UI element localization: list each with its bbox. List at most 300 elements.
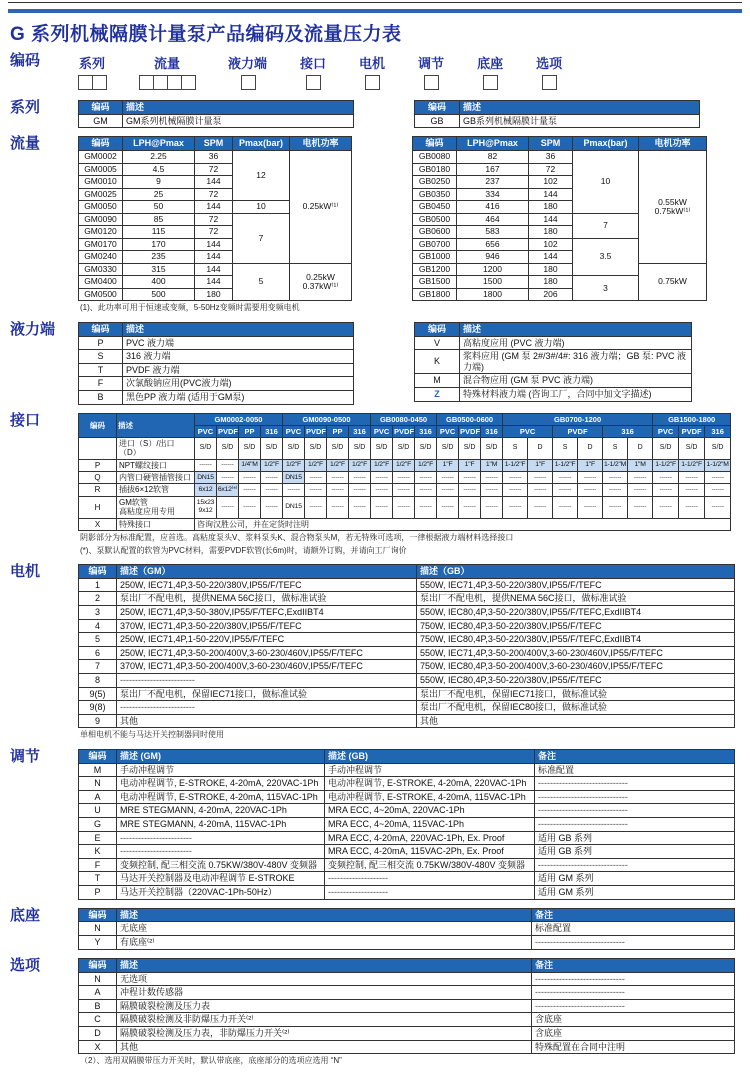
column-header: 描述 xyxy=(460,322,692,336)
hydraulic-table xyxy=(414,322,692,402)
table-cell: GB0080 xyxy=(413,151,457,164)
table-cell: 3.5 xyxy=(573,238,639,276)
table-cell: 5 xyxy=(79,633,117,647)
table-cell: 72 xyxy=(195,213,233,226)
top-hairline xyxy=(8,2,742,3)
table-cell: 180 xyxy=(529,201,573,214)
table-cell: 10 xyxy=(573,151,639,214)
table-cell: ------ xyxy=(628,484,653,496)
table-cell: 1-1/2"F xyxy=(503,459,528,471)
table-cell: 0.25kW 0.37kW⁽¹⁾ xyxy=(290,263,352,301)
table-cell: 其他 xyxy=(417,714,735,728)
column-header: 描述 xyxy=(117,413,195,437)
table-cell: ------------------------------ xyxy=(532,986,735,1000)
table-cell: 144 xyxy=(195,176,233,189)
coding-fields xyxy=(78,53,595,90)
adjust-row xyxy=(79,872,735,886)
coding-field xyxy=(228,53,267,90)
interface-row xyxy=(79,471,731,483)
interface-row xyxy=(79,496,731,518)
table-cell: 电动冲程调节, E-STROKE, 4-20mA, 115VAC-1Ph xyxy=(325,790,535,804)
table-cell: MRA ECC, 4~20mA, 115VAC-1Ph xyxy=(325,818,535,832)
table-cell: 高粘度应用 (PVC 液力端) xyxy=(460,336,692,350)
table-cell: ------ xyxy=(653,496,679,518)
table-cell: GM0120 xyxy=(79,226,123,239)
table-cell: ------ xyxy=(553,471,578,483)
table-cell: 1200 xyxy=(457,263,529,276)
table-cell: 进口（S）/出口（D） xyxy=(117,437,195,459)
section-base xyxy=(8,908,742,950)
table-cell: 1"F xyxy=(528,459,553,471)
table-cell: ------ xyxy=(195,459,217,471)
table-cell: 电动冲程调节, E-STROKE, 4-20mA, 115VAC-1Ph xyxy=(117,790,325,804)
table-cell: GB0180 xyxy=(413,163,457,176)
column-header: 编码 xyxy=(79,413,117,437)
table-cell: ------ xyxy=(349,484,371,496)
table-cell: 235 xyxy=(123,251,195,264)
table-cell: 次氯酸钠应用(PVC液力端) xyxy=(123,377,354,391)
table-cell: 206 xyxy=(529,288,573,301)
table-cell: GB1000 xyxy=(413,251,457,264)
column-header: 编码 xyxy=(79,564,117,578)
options-row xyxy=(79,972,735,986)
table-cell: 浆料应用 (GM 泵 2#/3#/4#: 316 液力端；GB 泵: PVC 液力端) xyxy=(460,350,692,374)
table-cell: S xyxy=(553,437,578,459)
table-cell: 泵出厂不配电机，保留IEC71接口，做标准试验 xyxy=(117,687,417,701)
table-cell: MRA ECC, 4-20mA, 115VAC-2Ph, Ex. Proof xyxy=(325,845,535,859)
table-cell: GM0005 xyxy=(79,163,123,176)
table-cell: ------ xyxy=(415,471,437,483)
coding-box xyxy=(542,75,557,90)
table-cell xyxy=(79,437,117,459)
table-cell: 1800 xyxy=(457,288,529,301)
column-header: PVDF xyxy=(306,426,327,436)
flow-table xyxy=(412,136,707,301)
table-cell: ------ xyxy=(503,496,528,518)
table-cell: 4 xyxy=(79,619,117,633)
column-header: LPH@Pmax xyxy=(457,137,529,151)
interface-table xyxy=(78,413,731,532)
column-header: 编码 xyxy=(79,322,123,336)
table-cell: S/D xyxy=(653,437,679,459)
table-cell: 36 xyxy=(195,151,233,164)
options-table xyxy=(78,958,735,1054)
column-header: PVC xyxy=(283,425,305,437)
table-cell: F xyxy=(79,377,123,391)
table-cell: ------ xyxy=(371,484,393,496)
table-cell: 550W, IEC71,4P,3-50-220/380V,IP55/F/TEFC xyxy=(417,578,735,592)
column-header: PP xyxy=(327,425,349,437)
adjust-row xyxy=(79,845,735,859)
table-cell: ------ xyxy=(327,484,349,496)
table-cell: 500 xyxy=(123,288,195,301)
table-cell: ------ xyxy=(679,471,705,483)
column-header: Pmax(bar) xyxy=(233,137,290,151)
table-cell: ------ xyxy=(705,471,731,483)
hydraulic-row xyxy=(415,388,692,402)
table-cell: N xyxy=(79,922,117,936)
flow-note: (1)、此功率可用于恒速或变频，5-50Hz变频时需要用变频电机 xyxy=(80,303,300,313)
table-cell: 3 xyxy=(573,276,639,301)
table-cell: ------------------------------ xyxy=(535,777,735,791)
table-cell: 6x12 xyxy=(195,484,217,496)
coding-field xyxy=(300,53,326,90)
motor-row xyxy=(79,714,735,728)
table-cell: 特殊配置在合同中注明 xyxy=(532,1040,735,1054)
table-cell: 1"M xyxy=(628,459,653,471)
flow-row xyxy=(79,151,352,164)
table-cell: ------ xyxy=(503,484,528,496)
hydraulic-row xyxy=(79,350,354,364)
table-cell: 9 xyxy=(79,714,117,728)
table-cell: 7 xyxy=(573,213,639,238)
table-cell: 1-1/2"F xyxy=(653,459,679,471)
table-cell: GM xyxy=(79,114,123,128)
table-cell: ------ xyxy=(349,496,371,518)
table-cell: S/D xyxy=(349,437,371,459)
hydraulic-row xyxy=(415,336,692,350)
column-header: GB0500-0600 xyxy=(437,413,503,425)
table-cell: G xyxy=(79,818,117,832)
table-cell: ------------------------- xyxy=(117,673,417,687)
table-cell: GM0090 xyxy=(79,213,123,226)
table-cell: 6 xyxy=(79,646,117,660)
table-cell: ------ xyxy=(705,496,731,518)
table-cell: S/D xyxy=(393,437,415,459)
table-cell: 变频控制, 配三相交流 0.75KW/380V-480V 变频器 xyxy=(117,858,325,872)
column-header: GM0002-0050 xyxy=(195,413,283,425)
table-cell: GB0500 xyxy=(413,213,457,226)
coding-box xyxy=(167,75,182,90)
table-cell: 144 xyxy=(529,188,573,201)
coding-box xyxy=(92,75,107,90)
hydraulic-table-right xyxy=(414,322,692,402)
table-cell: GB0700 xyxy=(413,238,457,251)
table-cell: 656 xyxy=(457,238,529,251)
table-cell: E xyxy=(79,831,117,845)
table-cell: 适用 GM 系列 xyxy=(535,872,735,886)
table-cell: 72 xyxy=(195,188,233,201)
table-cell: X xyxy=(79,1040,117,1054)
table-cell: 315 xyxy=(123,263,195,276)
table-cell: C xyxy=(79,1013,117,1027)
hydraulic-row xyxy=(79,363,354,377)
table-cell: ------ xyxy=(283,484,305,496)
table-cell: 隔膜破裂检测及压力表，非防爆压力开关⁽²⁾ xyxy=(117,1026,532,1040)
table-cell: S/D xyxy=(679,437,705,459)
table-cell: 2 xyxy=(79,592,117,606)
table-cell: 50 xyxy=(123,201,195,214)
table-cell: 马达开关控制器及电动冲程调节 E-STROKE xyxy=(117,872,325,886)
table-cell: 隔膜破裂检测及压力表 xyxy=(117,999,532,1013)
flow-table-gm xyxy=(78,136,352,301)
table-cell: 1-1/2"M xyxy=(705,459,731,471)
table-cell: 9(5) xyxy=(79,687,117,701)
table-cell: 750W, IEC80,4P,3-50-220/380V,IP55/F/TEFC xyxy=(417,619,735,633)
section-label-adjust: 调节 xyxy=(10,747,41,765)
table-cell: 变频控制, 配三相交流 0.75KW/380V-480V 变频器 xyxy=(325,858,535,872)
column-header: GB0080-0450 xyxy=(371,413,437,425)
table-cell: 180 xyxy=(195,288,233,301)
series-table xyxy=(78,100,354,128)
section-label-motor: 电机 xyxy=(10,562,41,580)
table-cell: ------------------------------ xyxy=(535,804,735,818)
table-cell: 1/2"F xyxy=(349,459,371,471)
table-cell: 1"M xyxy=(481,459,503,471)
table-cell: S/D xyxy=(261,437,283,459)
flow-row xyxy=(413,151,707,164)
table-cell: 1-1/2"M xyxy=(603,459,628,471)
column-header: SPM xyxy=(529,137,573,151)
table-cell: -------------------- xyxy=(325,886,535,900)
column-header: 316 xyxy=(705,425,731,437)
table-cell: 9(8) xyxy=(79,701,117,715)
column-header: 描述 xyxy=(117,958,532,972)
table-cell: U xyxy=(79,804,117,818)
options-row xyxy=(79,1040,735,1054)
table-cell: ------------------------------ xyxy=(532,936,735,950)
section-label-hydraulic: 液力端 xyxy=(10,320,56,338)
column-header: 316 xyxy=(261,425,283,437)
interface-note-1: 阴影部分为标准配置，应首选。高粘度泵头V、浆料泵头K、混合物泵头M，若无特殊可选项，一律根据液力端材料选择接口 xyxy=(80,533,514,543)
coding-boxes xyxy=(542,75,556,90)
table-cell: 1/2"F xyxy=(261,459,283,471)
table-cell: 316 液力端 xyxy=(123,350,354,364)
page-title: G 系列机械隔膜计量泵产品编码及流量压力表 xyxy=(10,24,402,45)
table-cell: 25 xyxy=(123,188,195,201)
motor-row xyxy=(79,701,735,715)
column-header: 编码 xyxy=(79,749,117,763)
table-cell: 400 xyxy=(123,276,195,289)
motor-note: 单相电机不能与马达开关控制器同时使用 xyxy=(80,730,224,740)
table-cell: 1-1/2"F xyxy=(679,459,705,471)
section-options xyxy=(8,958,742,1067)
table-cell: 8 xyxy=(79,673,117,687)
section-label-options: 选项 xyxy=(10,956,41,974)
top-blue-rule xyxy=(8,9,742,13)
table-cell: PVC 液力端 xyxy=(123,336,354,350)
table-cell: 1-1/2"F xyxy=(553,459,578,471)
coding-field-label: 选项 xyxy=(536,56,563,71)
adjust-row xyxy=(79,777,735,791)
column-header: 描述 (GB) xyxy=(325,749,535,763)
table-cell: ------ xyxy=(459,484,481,496)
column-header: GB0700-1200 xyxy=(503,413,653,425)
table-cell: M xyxy=(415,374,460,388)
column-header: 编码 xyxy=(79,137,123,151)
table-cell: 1 xyxy=(79,578,117,592)
section-motor xyxy=(8,564,742,741)
table-cell: 250W, IEC71,4P,3-50-380V,IP55/F/TEFC,ExdIIBT4 xyxy=(117,605,417,619)
column-header: LPH@Pmax xyxy=(123,137,195,151)
column-header: 电机功率 xyxy=(639,137,707,151)
column-header: GB1500-1800 xyxy=(653,413,731,425)
table-cell: ------ xyxy=(217,496,239,518)
motor-row xyxy=(79,687,735,701)
coding-field-label: 系列 xyxy=(78,56,105,71)
table-cell: S/D xyxy=(481,437,503,459)
table-cell: 1/2"F xyxy=(415,459,437,471)
table-cell: 170 xyxy=(123,238,195,251)
column-header: 描述（GB） xyxy=(417,564,735,578)
table-cell: 1/2"F xyxy=(283,459,305,471)
table-cell: 其他 xyxy=(117,714,417,728)
section-series xyxy=(8,100,742,128)
column-header: 描述 xyxy=(117,908,532,922)
table-cell: 咨询汉胜公司，并在定货时注明 xyxy=(195,518,731,530)
table-cell: D xyxy=(628,437,653,459)
table-cell: 特殊材料液力端 (咨询工厂，合同中加文字描述) xyxy=(460,388,692,402)
motor-table xyxy=(78,564,735,729)
table-cell: 370W, IEC71,4P,3-50-220/380V,IP55/F/TEFC xyxy=(117,619,417,633)
table-cell: MRE STEGMANN, 4-20mA, 115VAC-1Ph xyxy=(117,818,325,832)
table-cell: 85 xyxy=(123,213,195,226)
table-cell: 750W, IEC80,4P,3-50-200/400V,3-60-230/460V,IP55/F/TEFC xyxy=(417,660,735,674)
table-cell: S/D xyxy=(217,437,239,459)
table-cell: ------ xyxy=(239,471,261,483)
coding-boxes xyxy=(78,75,106,90)
section-label-flow: 流量 xyxy=(10,135,41,153)
table-cell: ------------------------------ xyxy=(532,972,735,986)
table-cell: 180 xyxy=(529,276,573,289)
table-cell: ------ xyxy=(393,496,415,518)
table-cell: 250W, IEC71,4P,3-50-220/380V,IP55/F/TEFC xyxy=(117,578,417,592)
column-header: 备注 xyxy=(535,749,735,763)
interface-row xyxy=(79,484,731,496)
coding-field-label: 液力端 xyxy=(228,56,268,71)
table-cell: GM0500 xyxy=(79,288,123,301)
table-cell: ------ xyxy=(327,471,349,483)
table-cell: ------ xyxy=(305,496,327,518)
table-cell: 1/2"F xyxy=(305,459,327,471)
table-cell: 泵出厂不配电机，提供NEMA 56C接口，做标准试验 xyxy=(117,592,417,606)
table-cell: ------ xyxy=(327,496,349,518)
table-cell: Y xyxy=(79,936,117,950)
interface-row xyxy=(79,459,731,471)
table-cell: 冲程计数传感器 xyxy=(117,986,532,1000)
flow-row xyxy=(413,263,707,276)
coding-field xyxy=(359,53,385,90)
table-cell: 72 xyxy=(195,226,233,239)
table-cell: ------ xyxy=(578,471,603,483)
motor-row xyxy=(79,605,735,619)
table-cell: ------ xyxy=(437,484,459,496)
table-cell: ------ xyxy=(305,484,327,496)
options-row xyxy=(79,1026,735,1040)
column-header: PVDF xyxy=(394,426,415,436)
table-cell: 1"F xyxy=(459,459,481,471)
table-cell: 5 xyxy=(233,263,290,301)
table-cell: 550W, IEC80,4P,3-50-220/380V,IP55/F/TEFC,ExdIIBT4 xyxy=(417,605,735,619)
table-cell: GM0050 xyxy=(79,201,123,214)
table-cell: ------ xyxy=(415,484,437,496)
table-cell: ------ xyxy=(239,484,261,496)
table-cell: M xyxy=(79,763,117,777)
table-cell: ------ xyxy=(437,496,459,518)
table-cell: 泵出厂不配电机，提供NEMA 56C接口，做标准试验 xyxy=(417,592,735,606)
coding-box xyxy=(424,75,439,90)
table-cell: S/D xyxy=(437,437,459,459)
table-cell: ------ xyxy=(437,471,459,483)
document-page xyxy=(0,2,750,1081)
table-cell: 1/2"F xyxy=(371,459,393,471)
coding-row xyxy=(8,53,742,90)
table-cell: MRA ECC, 4~20mA, 220VAC-1Ph xyxy=(325,804,535,818)
motor-row xyxy=(79,578,735,592)
table-cell: 144 xyxy=(195,238,233,251)
hydraulic-table-left xyxy=(78,322,354,405)
section-interface xyxy=(8,413,742,556)
table-cell: 有底座⁽²⁾ xyxy=(117,936,532,950)
table-cell: 144 xyxy=(195,263,233,276)
table-cell: GM系列机械隔膜计量泵 xyxy=(123,114,354,128)
column-header: 316 xyxy=(349,425,371,437)
table-cell: 36 xyxy=(529,151,573,164)
table-cell: 370W, IEC71,4P,3-50-200/400V,3-60-230/460V,IP55/F/TEFC xyxy=(117,660,417,674)
table-cell: ------ xyxy=(481,484,503,496)
table-cell: GB xyxy=(415,114,460,128)
table-cell: 内管口硬管插管接口 xyxy=(117,471,195,483)
table-cell: 适用 GM 系列 xyxy=(535,886,735,900)
motor-table xyxy=(78,564,742,729)
table-cell: 标准配置 xyxy=(535,763,735,777)
table-cell: B xyxy=(79,391,123,405)
table-cell: ------ xyxy=(578,496,603,518)
adjust-table xyxy=(78,749,735,900)
table-cell: S/D xyxy=(327,437,349,459)
table-cell: GB1200 xyxy=(413,263,457,276)
table-cell: 550W, IEC80,4P,3-50-220/380V,IP55/F/TEFC xyxy=(417,673,735,687)
table-cell: ------------------------ xyxy=(117,831,325,845)
table-cell: GM0025 xyxy=(79,188,123,201)
coding-box xyxy=(241,75,256,90)
table-cell: GB0450 xyxy=(413,201,457,214)
table-cell: ------ xyxy=(578,484,603,496)
table-cell: 6x12⁽*⁾ xyxy=(217,484,239,496)
coding-box xyxy=(181,75,196,90)
table-cell: ------ xyxy=(603,471,628,483)
column-header: PVDF xyxy=(460,426,481,436)
coding-field xyxy=(536,53,562,90)
coding-boxes xyxy=(241,75,255,90)
table-cell: ------ xyxy=(528,496,553,518)
table-cell: R xyxy=(79,484,117,496)
table-cell: 黑色PP 液力端 (适用于GM泵) xyxy=(123,391,354,405)
table-cell: ------ xyxy=(371,471,393,483)
table-cell: ------ xyxy=(415,496,437,518)
table-cell: 插拔6×12软管 xyxy=(117,484,195,496)
table-cell: GM软管 高粘度应用专用 xyxy=(117,496,195,518)
table-cell: GB1500 xyxy=(413,276,457,289)
table-cell: 0.25kW⁽¹⁾ xyxy=(290,151,352,264)
column-header: Pmax(bar) xyxy=(573,137,639,151)
table-cell: 含底座 xyxy=(532,1026,735,1040)
table-cell: 1"F xyxy=(578,459,603,471)
coding-field-label: 调节 xyxy=(418,56,445,71)
table-cell: ------ xyxy=(553,484,578,496)
table-cell: D xyxy=(79,1026,117,1040)
motor-row xyxy=(79,660,735,674)
table-cell: 72 xyxy=(195,163,233,176)
adjust-row xyxy=(79,858,735,872)
hydraulic-row xyxy=(79,377,354,391)
table-cell: T xyxy=(79,363,123,377)
coding-box xyxy=(139,75,154,90)
table-cell: 180 xyxy=(529,226,573,239)
section-label-interface: 接口 xyxy=(10,411,41,429)
coding-boxes xyxy=(424,75,438,90)
table-cell: 电动冲程调节, E-STROKE, 4-20mA, 220VAC-1Ph xyxy=(117,777,325,791)
